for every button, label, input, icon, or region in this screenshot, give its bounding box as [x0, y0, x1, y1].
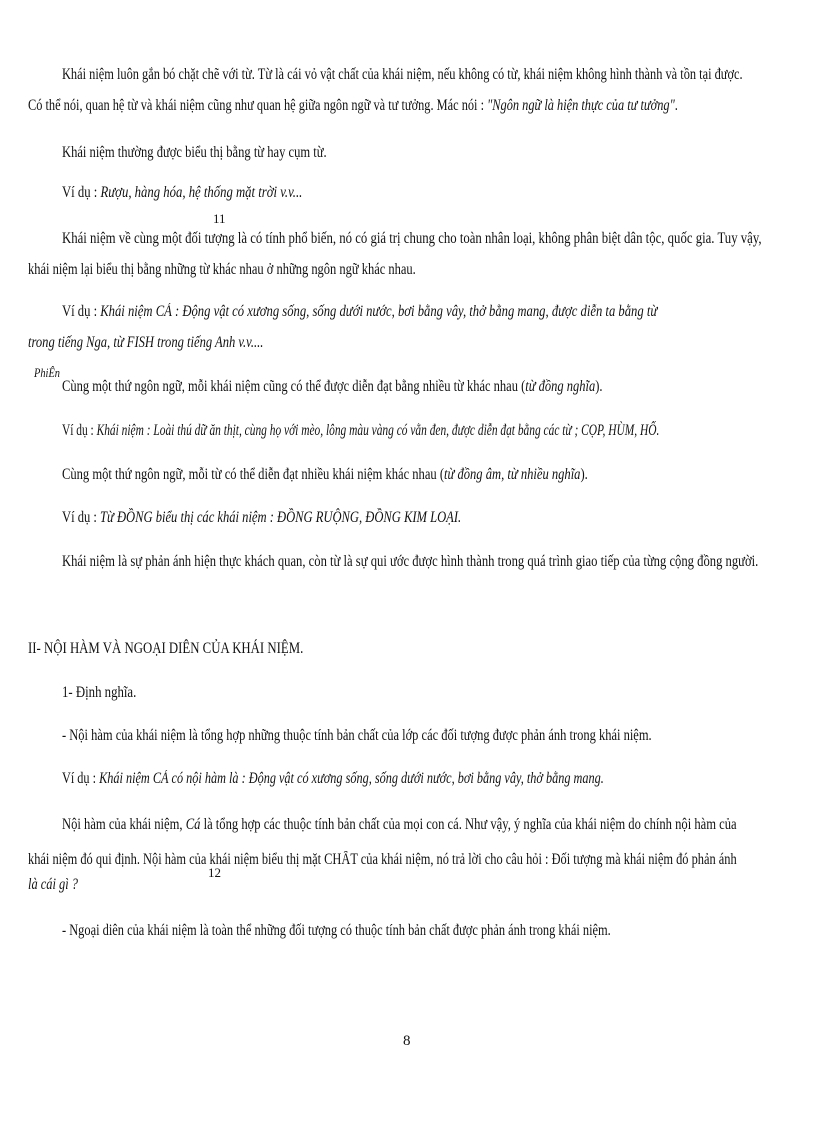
example-text: Khái niệm : Loài thú dữ ăn thịt, cùng họ với mèo, lông màu vàng có vằn đen, được diễn đạt bằng các từ ; CỌP, HÙM, HỔ.	[96, 422, 660, 439]
paragraph-text: Khái niệm luôn gắn bó chặt chẽ với từ. Từ là cái vỏ vật chất của khái niệm, nếu không có từ, khái niệm không hình thành và tồn tại được.	[62, 66, 743, 83]
example-text: Khái niệm CÁ : Động vật có xương sống, sống dưới nước, bơi bằng vây, thở bằng mang, được diễn ta bằng từ	[100, 303, 658, 320]
example-text: Khái niệm CÁ có nội hàm là : Động vật có xương sống, sống dưới nước, bơi bằng vây, thở bằng mang.	[99, 770, 604, 787]
example-label: Ví dụ :	[62, 422, 97, 439]
example-label: Ví dụ :	[62, 509, 101, 526]
example-2-line-1	[62, 299, 657, 324]
example-3	[62, 418, 659, 443]
paragraph-8	[62, 462, 588, 487]
punctuation: ).	[595, 378, 603, 395]
definition-extension	[62, 918, 611, 943]
paragraph-s3-line-1	[62, 812, 737, 837]
example-5	[62, 766, 604, 791]
paragraph-1-line-1	[62, 62, 743, 87]
example-label: Ví dụ :	[62, 303, 101, 320]
paragraph-2	[62, 140, 327, 165]
annotation-phien: PhiÊn	[34, 365, 60, 380]
example-label: Ví dụ :	[62, 770, 100, 787]
punctuation: .	[674, 97, 678, 114]
paragraph-text: là tổng hợp các thuộc tính bản chất của mọi con cá. Như vậy, ý nghĩa của khái niệm do chính nội hàm của	[200, 816, 737, 833]
annotation-11: 11	[213, 211, 226, 226]
example-2-line-2	[28, 330, 263, 355]
paragraph-text: - Ngoại diên của khái niệm là toàn thể những đối tượng có thuộc tính bản chất được phản ánh trong khái niệm.	[62, 922, 611, 939]
paragraph-text: Khái niệm là sự phản ánh hiện thực khách quan, còn từ là sự qui ước được hình thành trong quá trình giao tiếp của từng cộng đồng người.	[62, 553, 759, 570]
paragraph-text: - Nội hàm của khái niệm là tổng hợp những thuộc tính bản chất của lớp các đối tượng được phản ánh trong khái niệm.	[62, 727, 652, 744]
paragraph-s3-line-2	[28, 847, 737, 872]
section-heading: II- NỘI HÀM VÀ NGOẠI DIÊN CỦA KHÁI NIỆM.	[28, 640, 304, 657]
example-label: Ví dụ :	[62, 184, 101, 201]
paragraph-text: khái niệm đó qui định. Nội hàm của khái niệm biểu thị mặt CHẤT của khái niệm, nó trả lời cho câu hỏi : Đối tượng mà khái niệm đó phản ánh	[28, 851, 737, 868]
paragraph-6	[62, 374, 602, 399]
example-text: trong tiếng Nga, từ FISH trong tiếng Anh v.v....	[28, 334, 264, 351]
example-text: Từ ĐỒNG biểu thị các khái niệm : ĐỒNG RUỘNG, ĐỒNG KIM LOẠI.	[100, 509, 462, 526]
term-italic: từ đồng âm, từ nhiều nghĩa	[444, 466, 581, 483]
subsection-heading: 1- Định nghĩa.	[62, 684, 137, 701]
paragraph-text: Khái niệm về cùng một đối tượng là có tính phổ biến, nó có giá trị chung cho toàn nhân loại, không phân biệt dân tộc, quốc gia. Tuy vậy,	[62, 230, 762, 247]
paragraph-s3-line-3	[28, 872, 78, 897]
paragraph-text: Khái niệm thường được biểu thị bằng từ hay cụm từ.	[62, 144, 327, 161]
definition-intension	[62, 723, 652, 748]
paragraph-text: Cùng một thứ ngôn ngữ, mỗi khái niệm cũng có thể được diễn đạt bằng nhiều từ khác nhau (	[62, 378, 526, 395]
page-number: 8	[403, 1033, 411, 1049]
punctuation: ).	[580, 466, 588, 483]
quote-italic: "Ngôn ngữ là hiện thực của tư tưởng"	[487, 97, 675, 114]
paragraph-4-line-1	[62, 226, 762, 251]
example-4	[62, 505, 461, 530]
example-text: Rượu, hàng hóa, hệ thống mặt trời v.v...	[100, 184, 303, 201]
question-italic: là cái gì ?	[28, 876, 78, 893]
example-1	[62, 180, 302, 205]
paragraph-text: Có thể nói, quan hệ từ và khái niệm cũng như quan hệ giữa ngôn ngữ và tư tưởng. Mác nói :	[28, 97, 488, 114]
paragraph-4-line-2	[28, 257, 416, 282]
paragraph-text: Cùng một thứ ngôn ngữ, mỗi từ có thể diễn đạt nhiều khái niệm khác nhau (	[62, 466, 445, 483]
term-italic: Cá	[185, 816, 201, 833]
term-italic: từ đồng nghĩa	[525, 378, 596, 395]
paragraph-1-line-2	[28, 93, 678, 118]
paragraph-text: khái niệm lại biểu thị bằng những từ khác nhau ở những ngôn ngữ khác nhau.	[28, 261, 416, 278]
paragraph-10	[62, 549, 758, 574]
paragraph-text: Nội hàm của khái niệm,	[62, 816, 186, 833]
annotation-12: 12	[208, 865, 221, 880]
